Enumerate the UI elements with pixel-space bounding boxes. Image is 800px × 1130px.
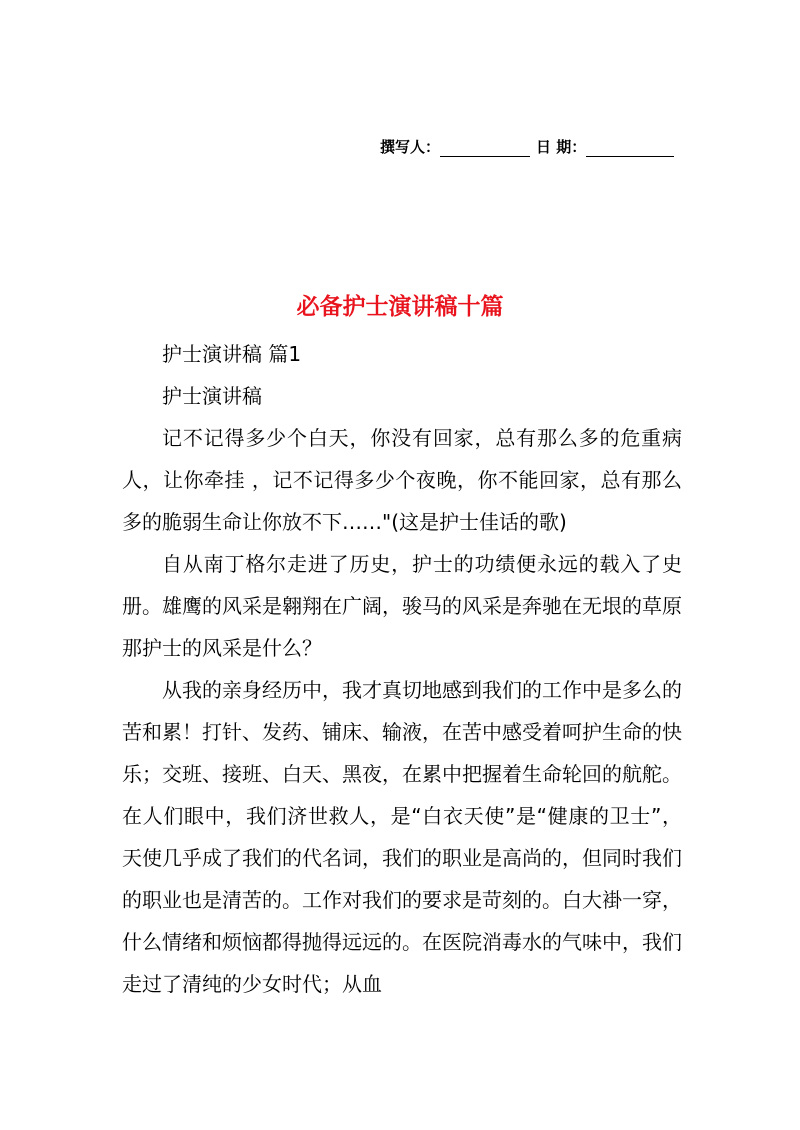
paragraph-1: 记不记得多少个白天，你没有回家，总有那么多的危重病人，让你牵挂 ，记不记得多少个夜晚，你不能回家，总有那么多的脆弱生命让你放不下……"(这是护士佳话的歌) [122, 426, 682, 534]
author-blank-field [440, 142, 530, 157]
author-date-line [380, 137, 685, 157]
document-title: 必备护士演讲稿十篇 [296, 294, 504, 320]
date-blank-field [586, 142, 674, 157]
author-label: 撰写人： [380, 138, 441, 156]
paragraph-2: 自从南丁格尔走进了历史，护士的功绩便永远的载入了史册。雄鹰的风采是翱翔在广阔，骏马的风采是奔驰在无垠的草原那护士的风采是什么？ [122, 552, 682, 660]
sub-heading: 护士演讲稿 [162, 384, 262, 408]
section-heading: 护士演讲稿 篇1 [162, 342, 302, 366]
paragraph-3: 从我的亲身经历中，我才真切地感到我们的工作中是多么的苦和累！打针、发药、铺床、输液，在苦中感受着呵护生命的快乐；交班、接班、白天、黑夜，在累中把握着生命轮回的航舵。 在人们眼中，我们济世救人，是“白衣天使”是“健康的卫士”，天使几乎成了我们的代名词，我们的职业是高尚的，但同时我们的职业也是清苦的。工作对我们的要求是苛刻的。白大褂一穿，什么情绪和烦恼都得抛得远远的。在医院消毒水的气味中，我们走过了清纯的少女时代；从血 [122, 678, 682, 996]
document-body [122, 333, 682, 1005]
date-label: 日 期： [536, 138, 587, 156]
